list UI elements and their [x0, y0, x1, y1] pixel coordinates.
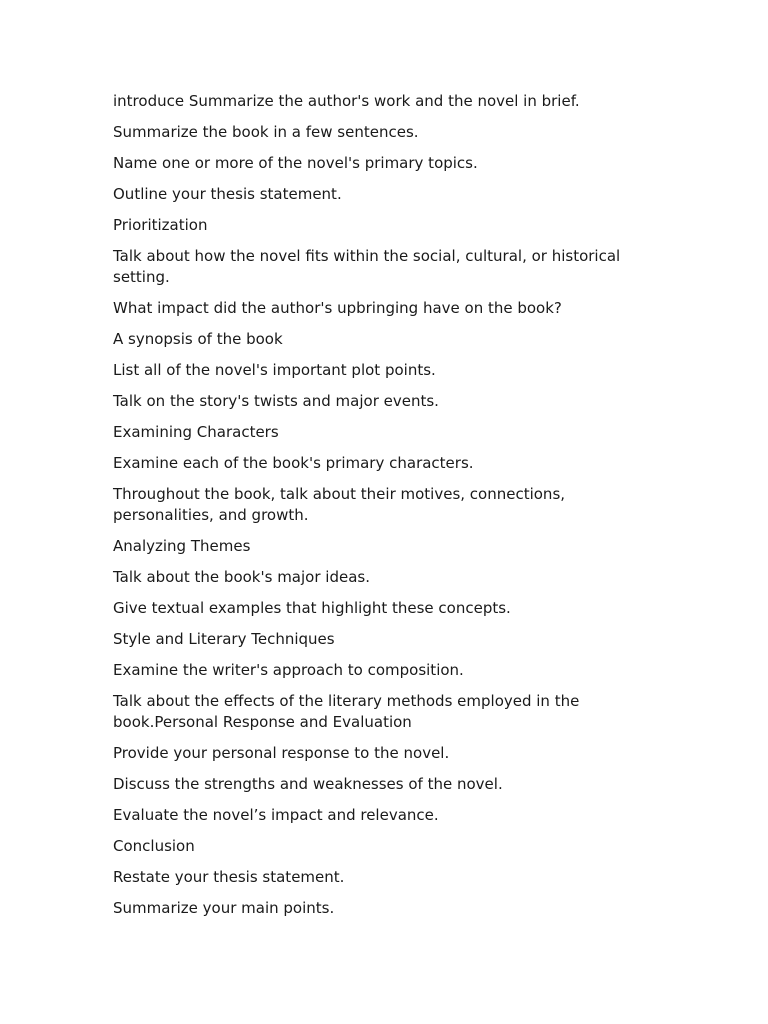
heading-style: Style and Literary Techniques — [113, 630, 335, 648]
paragraph-restate-thesis: Restate your thesis statement. — [113, 868, 345, 886]
paragraph-setting: Talk about how the novel fits within the social, cultural, or historical setting. — [113, 247, 621, 286]
paragraph-main-points: Summarize your main points. — [113, 899, 335, 917]
paragraph-plot-points: List all of the novel's important plot points. — [113, 361, 436, 379]
heading-themes: Analyzing Themes — [113, 537, 251, 555]
paragraph-summarize-book: Summarize the book in a few sentences. — [113, 123, 419, 141]
document-page — [113, 91, 643, 929]
paragraph-primary-topics: Name one or more of the novel's primary topics. — [113, 154, 478, 172]
paragraph-personal-response: Provide your personal response to the novel. — [113, 744, 450, 762]
heading-prioritization: Prioritization — [113, 216, 208, 234]
heading-conclusion: Conclusion — [113, 837, 195, 855]
paragraph-textual-examples: Give textual examples that highlight these concepts. — [113, 599, 511, 617]
paragraph-motives: Throughout the book, talk about their motives, connections, personalities, and growth. — [113, 485, 566, 524]
paragraph-impact: Evaluate the novel’s impact and relevance. — [113, 806, 439, 824]
heading-synopsis: A synopsis of the book — [113, 330, 283, 348]
paragraph-composition: Examine the writer's approach to composition. — [113, 661, 464, 679]
paragraph-thesis-outline: Outline your thesis statement. — [113, 185, 342, 203]
heading-characters: Examining Characters — [113, 423, 279, 441]
paragraph-literary-methods: Talk about the effects of the literary methods employed in the book.Personal Response and Evaluation — [113, 692, 580, 731]
paragraph-major-ideas: Talk about the book's major ideas. — [113, 568, 370, 586]
paragraph-upbringing: What impact did the author's upbringing have on the book? — [113, 299, 562, 317]
paragraph-examine-characters: Examine each of the book's primary characters. — [113, 454, 474, 472]
paragraph-introduce: introduce Summarize the author's work and the novel in brief. — [113, 92, 580, 110]
paragraph-strengths: Discuss the strengths and weaknesses of the novel. — [113, 775, 503, 793]
paragraph-twists: Talk on the story's twists and major events. — [113, 392, 439, 410]
